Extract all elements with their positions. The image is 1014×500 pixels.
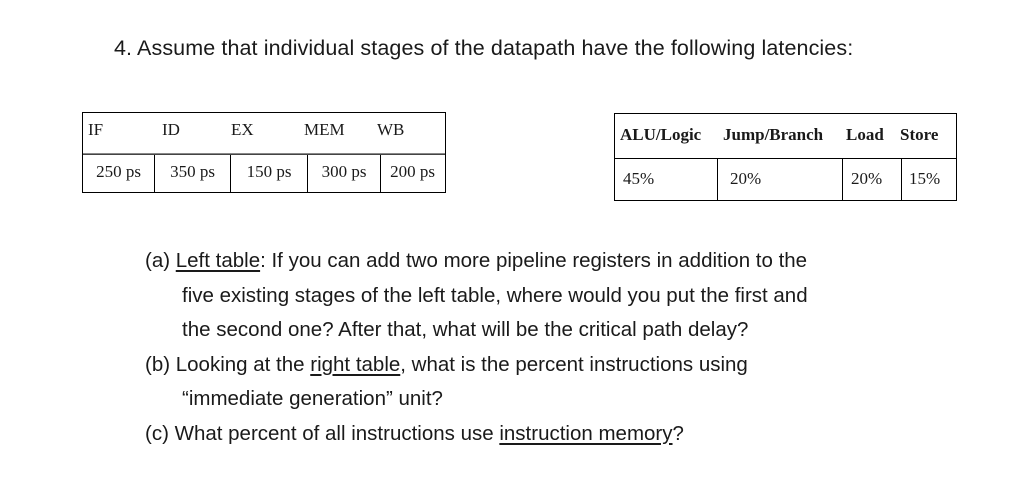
header-ex: EX bbox=[231, 120, 254, 139]
question-heading bbox=[114, 36, 853, 61]
header-alu-logic: ALU/Logic bbox=[620, 125, 702, 144]
part-c-text-prefix: (c) What percent of all instructions use bbox=[145, 421, 500, 445]
stage-latency-header-row bbox=[83, 113, 445, 154]
right-table-reference: right table bbox=[310, 352, 401, 376]
part-a-line-1 bbox=[145, 244, 808, 279]
header-wb: WB bbox=[377, 120, 405, 139]
header-mem: MEM bbox=[304, 120, 345, 139]
instruction-mix-header-row bbox=[615, 114, 956, 159]
part-a-label: (a) bbox=[145, 249, 176, 272]
instruction-mix-value-row bbox=[615, 159, 956, 200]
header-id: ID bbox=[162, 120, 180, 139]
part-b-text-1: , what is the percent instructions using bbox=[400, 352, 748, 376]
value-id: 350 ps bbox=[155, 155, 231, 192]
value-store: 15% bbox=[909, 169, 941, 188]
stage-latency-table bbox=[82, 112, 446, 193]
part-c-line bbox=[145, 417, 808, 452]
left-table-reference: Left table bbox=[175, 249, 261, 272]
header-if: IF bbox=[88, 120, 104, 139]
part-c-suffix: ? bbox=[672, 421, 684, 445]
value-jump-branch: 20% bbox=[718, 159, 843, 200]
value-ex: 150 ps bbox=[231, 155, 308, 192]
part-a-line-2: five existing stages of the left table, where would you put the first and bbox=[182, 283, 808, 307]
part-a-text-1: : If you can add two more pipeline registers in addition to the bbox=[260, 249, 808, 272]
value-if: 250 ps bbox=[83, 155, 155, 192]
header-store: Store bbox=[900, 125, 939, 144]
header-load: Load bbox=[846, 125, 884, 144]
header-jump-branch: Jump/Branch bbox=[723, 125, 824, 144]
value-wb: 200 ps bbox=[390, 162, 435, 181]
part-b-line-1 bbox=[145, 348, 808, 383]
part-b-line-2: “immediate generation” unit? bbox=[182, 387, 443, 410]
part-b-text-prefix: (b) Looking at the bbox=[145, 352, 311, 376]
value-mem: 300 ps bbox=[308, 155, 381, 192]
question-parts bbox=[145, 244, 808, 451]
instruction-memory-reference: instruction memory bbox=[499, 421, 673, 445]
instruction-mix-table bbox=[614, 113, 957, 201]
value-load: 20% bbox=[843, 159, 902, 200]
part-a-line-3: the second one? After that, what will be the critical path delay? bbox=[182, 318, 749, 341]
value-alu-logic: 45% bbox=[615, 159, 718, 200]
stage-latency-value-row bbox=[83, 155, 445, 192]
question-number: 4. bbox=[114, 36, 133, 60]
question-text: Assume that individual stages of the datapath have the following latencies: bbox=[137, 36, 854, 60]
